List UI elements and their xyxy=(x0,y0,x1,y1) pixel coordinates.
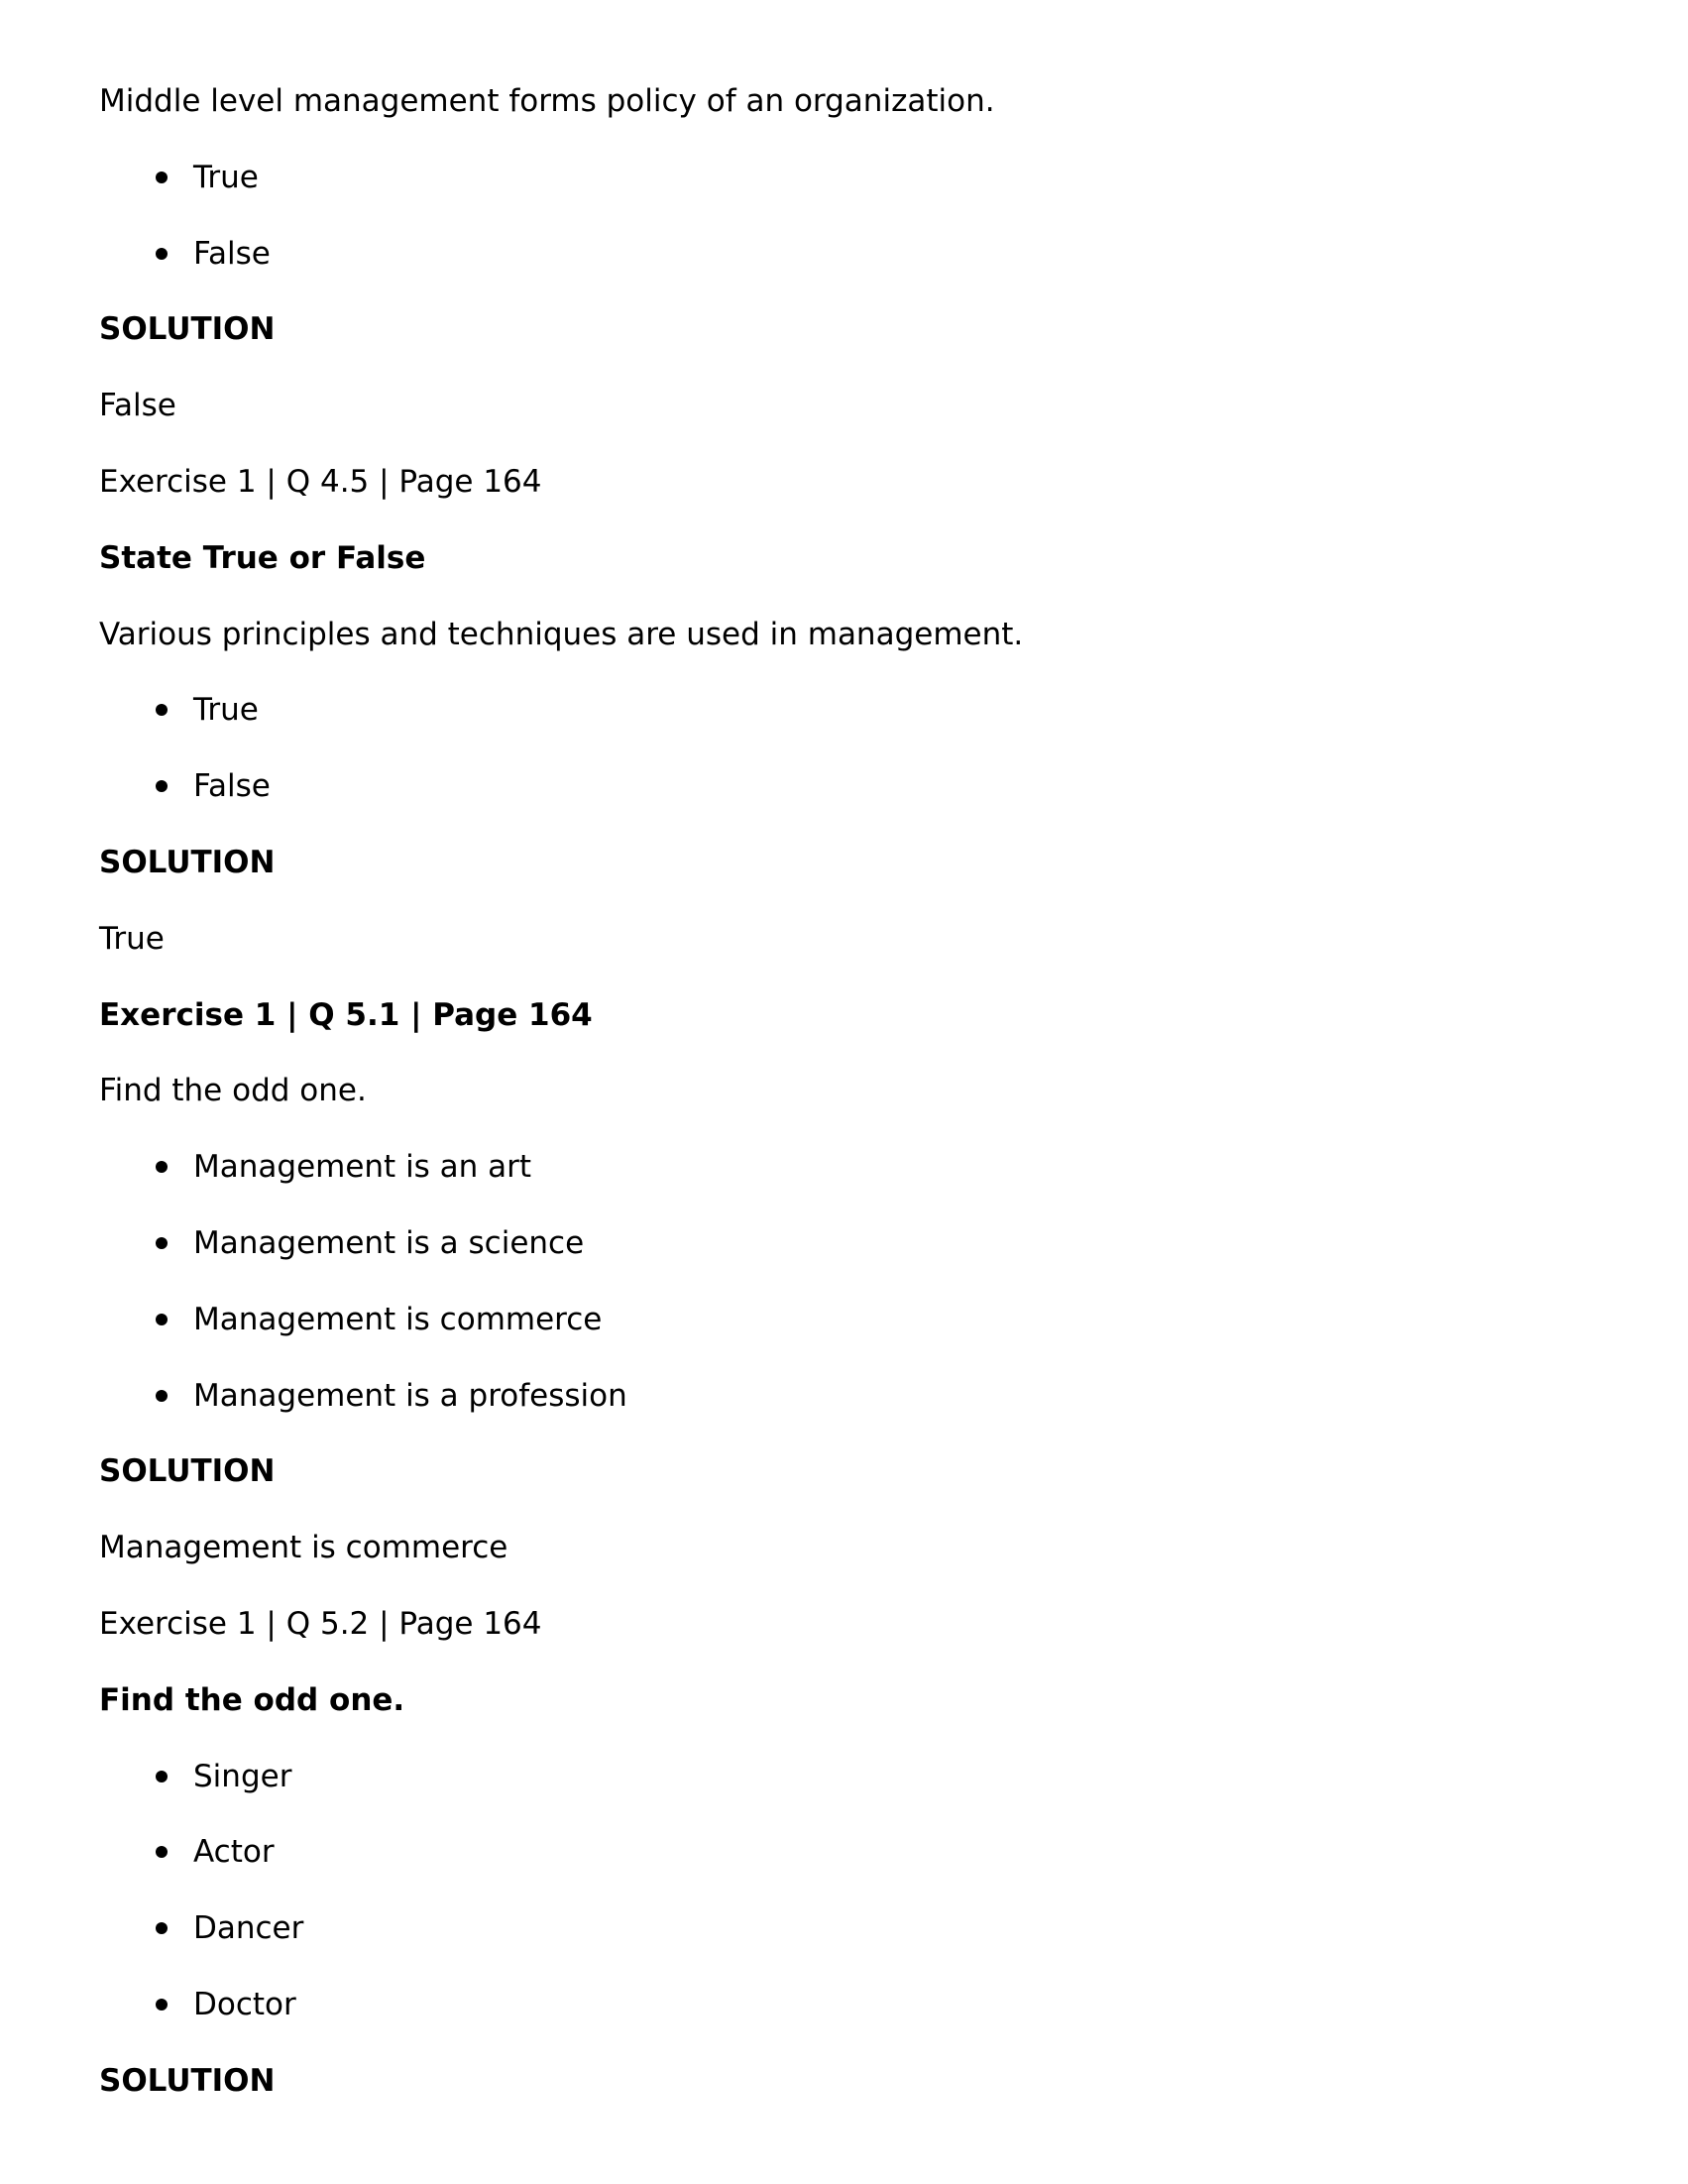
question-heading: State True or False xyxy=(99,539,426,576)
exercise-reference: Exercise 1 | Q 4.5 | Page 164 xyxy=(99,463,542,500)
option-item xyxy=(99,690,1586,766)
option-label: Dancer xyxy=(193,1910,304,1947)
exercise-reference: Exercise 1 | Q 5.2 | Page 164 xyxy=(99,1605,542,1642)
option-label: Actor xyxy=(193,1834,275,1871)
bullet-icon xyxy=(156,1314,168,1325)
solution-answer: True xyxy=(99,920,165,957)
bullet-icon xyxy=(156,1390,168,1402)
exercise-reference-heading: Exercise 1 | Q 5.1 | Page 164 xyxy=(99,996,593,1033)
option-item xyxy=(99,1223,1586,1300)
solution-heading: SOLUTION xyxy=(99,844,276,880)
option-label: Management is commerce xyxy=(193,1301,603,1337)
option-label: Management is a science xyxy=(193,1224,585,1261)
bullet-icon xyxy=(156,1771,168,1782)
question-heading: Find the odd one. xyxy=(99,1681,405,1718)
option-label: False xyxy=(193,768,271,805)
option-item xyxy=(99,1757,1586,1833)
option-label: True xyxy=(193,159,259,195)
bullet-icon xyxy=(156,1999,168,2011)
bullet-icon xyxy=(156,1161,168,1173)
question-text: Find the odd one. xyxy=(99,1073,367,1109)
option-label: Management is a profession xyxy=(193,1377,627,1414)
option-item xyxy=(99,1908,1586,1985)
option-item xyxy=(99,766,1586,843)
option-item xyxy=(99,1985,1586,2061)
solution-heading: SOLUTION xyxy=(99,311,276,348)
bullet-icon xyxy=(156,780,168,792)
option-label: Doctor xyxy=(193,1986,296,2022)
bullet-icon xyxy=(156,1237,168,1249)
option-item xyxy=(99,1300,1586,1376)
bullet-icon xyxy=(156,1922,168,1934)
option-label: False xyxy=(193,235,271,272)
document-page xyxy=(99,81,1586,2137)
question-text: Middle level management forms policy of an organization. xyxy=(99,83,995,119)
bullet-icon xyxy=(156,1846,168,1858)
option-label: Management is an art xyxy=(193,1149,532,1186)
solution-answer: Management is commerce xyxy=(99,1530,508,1566)
solution-answer: False xyxy=(99,388,176,424)
bullet-icon xyxy=(156,248,168,260)
option-item xyxy=(99,1832,1586,1908)
bullet-icon xyxy=(156,704,168,716)
option-item xyxy=(99,1376,1586,1452)
solution-heading: SOLUTION xyxy=(99,1453,276,1490)
solution-heading: SOLUTION xyxy=(99,2062,276,2099)
option-item xyxy=(99,1147,1586,1223)
option-label: True xyxy=(193,692,259,729)
option-label: Singer xyxy=(193,1758,292,1794)
option-item xyxy=(99,158,1586,234)
bullet-icon xyxy=(156,172,168,183)
question-text: Various principles and techniques are used in management. xyxy=(99,616,1024,652)
option-item xyxy=(99,234,1586,310)
